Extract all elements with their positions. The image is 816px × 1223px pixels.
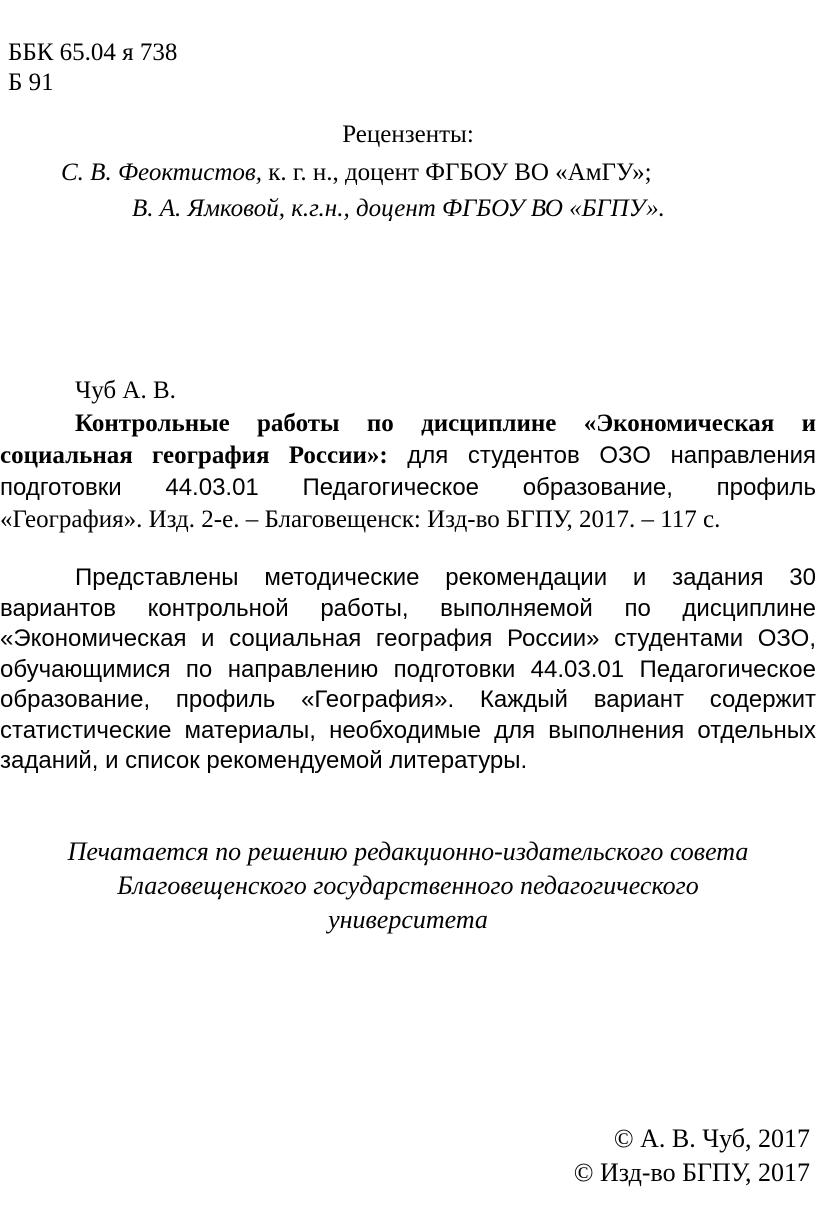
publication-approval — [0, 835, 816, 937]
reviewers-title: Рецензенты: — [342, 121, 474, 148]
copyright-publisher: © Изд-во БГПУ, 2017 — [573, 1158, 810, 1187]
reviewer-1-details: к. г. н., доцент ФГБОУ ВО «АмГУ»; — [262, 159, 652, 186]
reviewer-2: В. А. Ямковой, к.г.н., доцент ФГБОУ ВО «БГПУ». — [132, 195, 665, 222]
reviewer-1 — [61, 158, 652, 188]
book-title: Контрольные работы по дисциплине «Экономическая и социальная география России»: — [0, 410, 816, 469]
approval-line-3: университета — [328, 905, 488, 934]
approval-line-1: Печатается по решению редакционно-издательского совета — [67, 837, 749, 866]
abstract-text: Представлены методические рекомендации и задания 30 вариантов контрольной работы, выполняемой по дисциплине «Экономическая и социальная география России» студентами ОЗО, обучающимися по направлению подготовки 44.03.01 Педагогическое образование, профиль «География». Каждый вариант содержит статистические материалы, необходимые для выполнения отдельных заданий, и список рекомендуемой литературы. — [0, 564, 816, 774]
author-index: Б 91 — [8, 69, 54, 96]
reviewer-1-name: С. В. Феоктистов, — [61, 159, 262, 186]
abstract — [0, 563, 816, 777]
approval-line-2: Благовещенского государственного педагогического — [117, 871, 699, 900]
publication-details: «География». Изд. 2-е. – Благовещенск: Изд-во БГПУ, 2017. – 117 с. — [0, 506, 721, 533]
copyright-author: © А. В. Чуб, 2017 — [613, 1124, 810, 1153]
book-audience: для студентов ОЗО направления подготовки 44.03.01 Педагогическое образование, профиль — [0, 442, 816, 501]
author-name: Чуб А. В. — [75, 377, 176, 404]
bibliographic-description — [0, 408, 816, 536]
bbk-code: ББК 65.04 я 738 — [8, 39, 178, 66]
